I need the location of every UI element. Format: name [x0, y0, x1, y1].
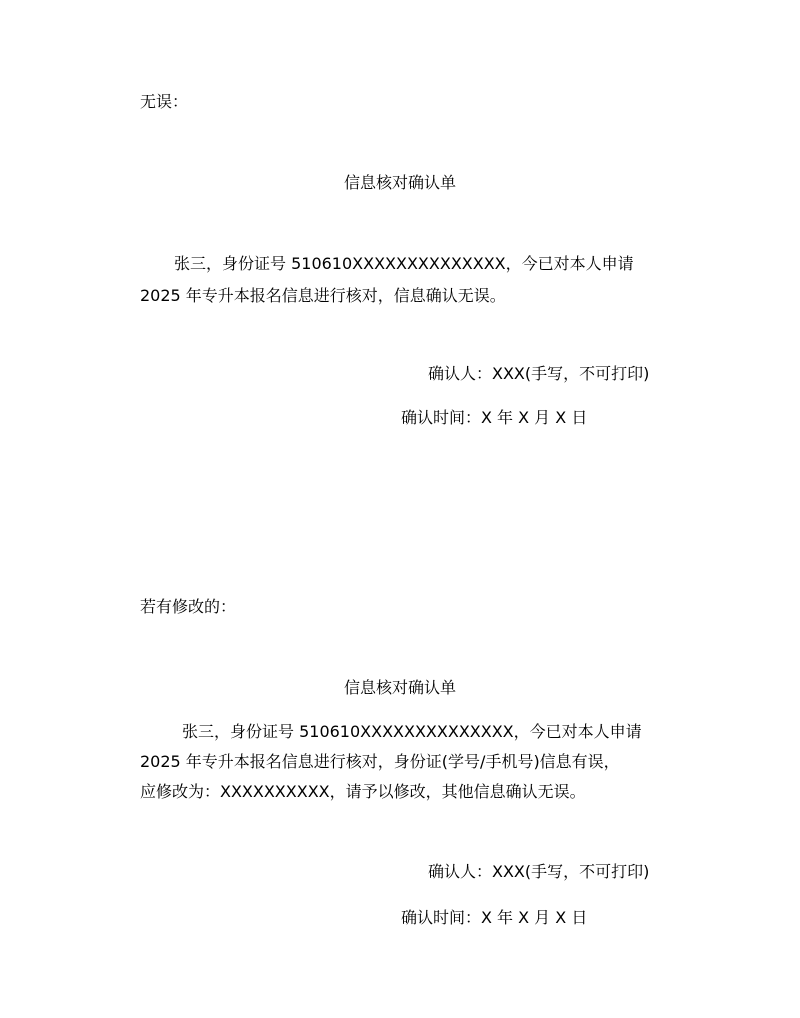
confirmation-time-line: 确认时间：X 年 X 月 X 日: [401, 908, 588, 927]
body-paragraph-line: 张三，身份证号 510610XXXXXXXXXXXXXX，今已对本人申请: [182, 722, 642, 741]
confirmation-form-title: 信息核对确认单: [343, 173, 456, 192]
body-paragraph-line: 2025 年专升本报名信息进行核对，信息确认无误。: [140, 286, 506, 305]
section-label-no-error: 无误：: [140, 92, 189, 111]
body-paragraph-line: 应修改为：XXXXXXXXXX，请予以修改，其他信息确认无误。: [140, 782, 586, 801]
body-paragraph-line: 张三，身份证号 510610XXXXXXXXXXXXXX，今已对本人申请: [174, 254, 634, 273]
section-label-with-changes: 若有修改的：: [140, 597, 237, 616]
body-paragraph-line: 2025 年专升本报名信息进行核对，身份证(学号/手机号)信息有误，: [140, 752, 620, 771]
confirmation-time-line: 确认时间：X 年 X 月 X 日: [401, 408, 588, 427]
confirmer-signature-line: 确认人：XXX(手写，不可打印): [428, 862, 650, 881]
confirmation-form-title: 信息核对确认单: [343, 678, 456, 697]
confirmer-signature-line: 确认人：XXX(手写，不可打印): [428, 364, 650, 383]
